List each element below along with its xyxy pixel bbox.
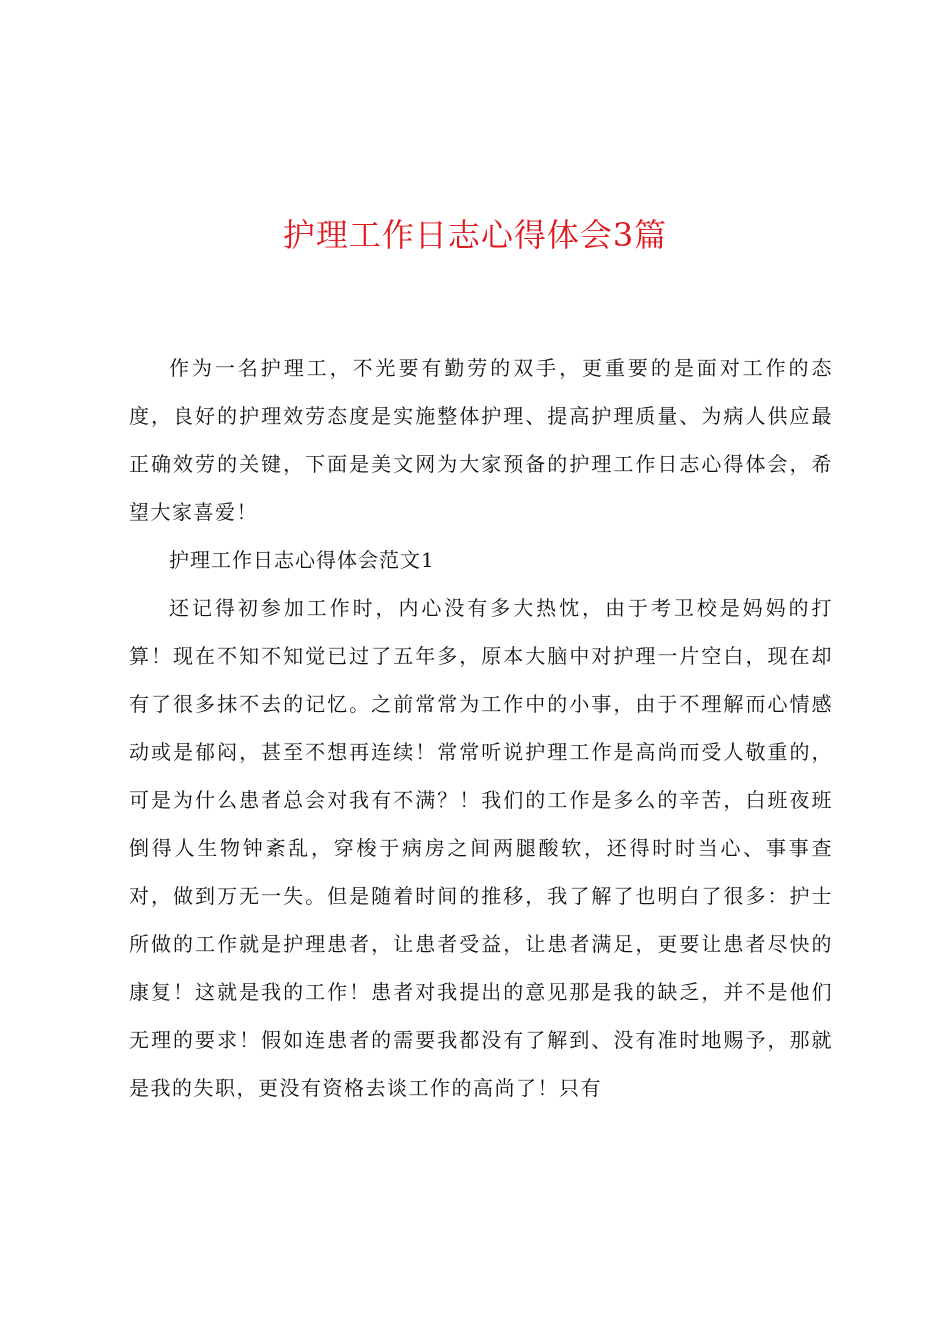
- section-heading: 护理工作日志心得体会范文1: [169, 548, 435, 572]
- intro-paragraph: 作为一名护理工，不光要有勤劳的双手，更重要的是面对工作的态度，良好的护理效劳态度是实施整体护理、提高护理质量、为病人供应最正确效劳的关键，下面是美文网为大家预备的护理工作日志心得体会，希望大家喜爱！: [129, 356, 833, 524]
- section-paragraph: 还记得初参加工作时，内心没有多大热忱，由于考卫校是妈妈的打算！现在不知不知觉已过了五年多，原本大脑中对护理一片空白，现在却有了很多抹不去的记忆。之前常常为工作中的小事，由于不理解而心情感动或是郁闷，甚至不想再连续！常常听说护理工作是高尚而受人敬重的，可是为什么患者总会对我有不满？！我们的工作是多么的辛苦，白班夜班倒得人生物钟紊乱，穿梭于病房之间两腿酸软，还得时时当心、事事查对，做到万无一失。但是随着时间的推移，我了解了也明白了很多：护士所做的工作就是护理患者，让患者受益，让患者满足，更要让患者尽快的康复！这就是我的工作！患者对我提出的意见那是我的缺乏，并不是他们无理的要求！假如连患者的需要我都没有了解到、没有准时地赐予，那就是我的失职，更没有资格去谈工作的高尚了！只有: [129, 596, 833, 1100]
- document-body: [129, 344, 833, 1112]
- document-title: 护理工作日志心得体会3篇: [282, 216, 668, 254]
